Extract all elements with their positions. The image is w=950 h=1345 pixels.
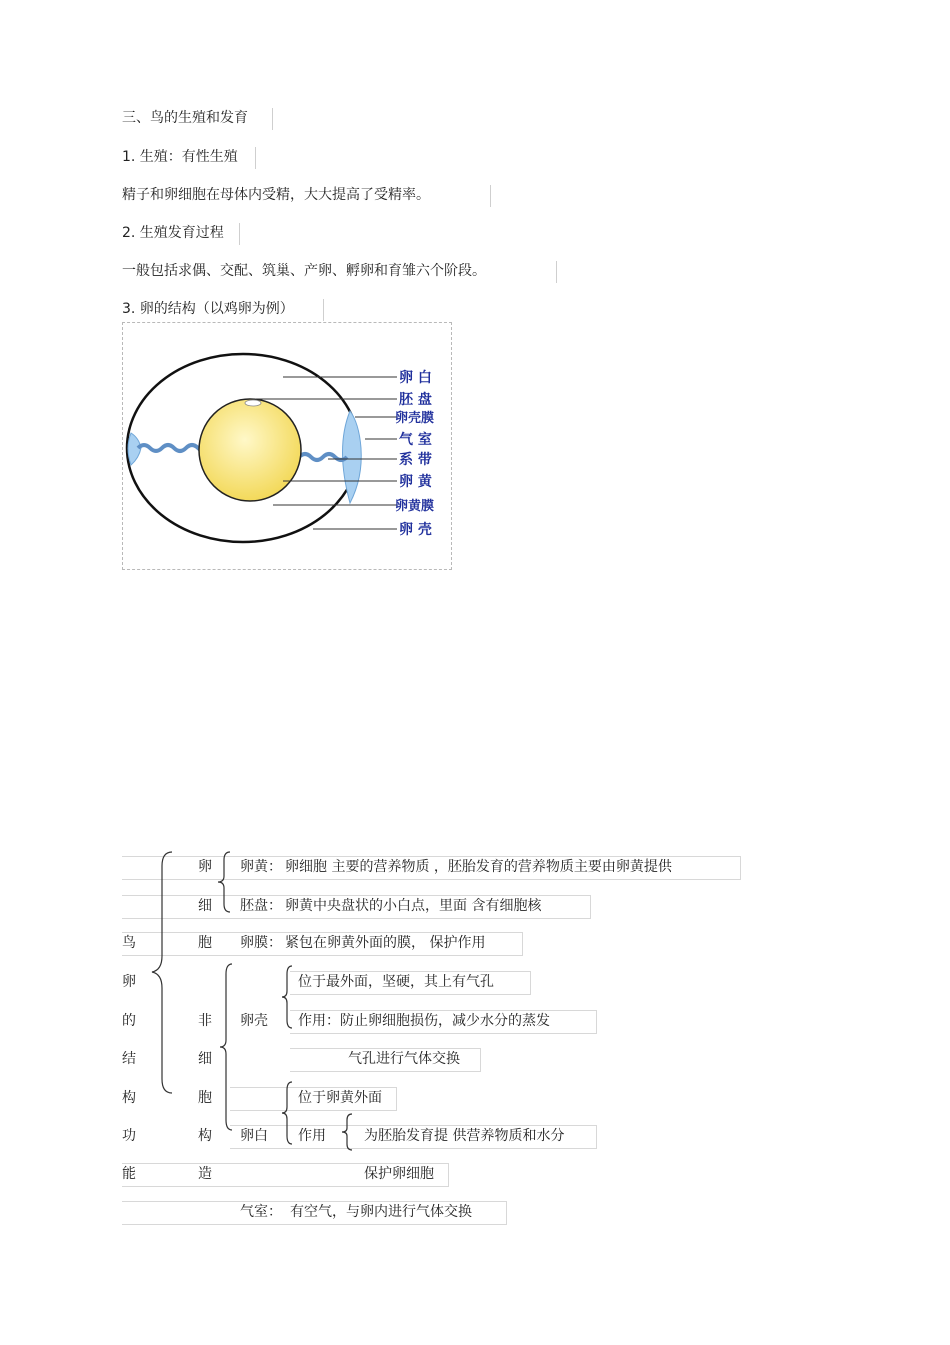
root-char: 功 <box>122 1128 136 1144</box>
shell-line3: 气孔进行气体交换 <box>348 1051 460 1067</box>
yolk-label: 卵黄： <box>240 859 282 875</box>
root-char: 能 <box>122 1166 136 1182</box>
disc-label: 胚盘： <box>240 898 282 914</box>
air-text: 有空气，与卵内进行气体交换 <box>290 1204 472 1220</box>
noncell-char: 细 <box>198 1051 212 1067</box>
noncell-brace <box>218 962 234 1132</box>
root-char: 构 <box>122 1090 136 1106</box>
text-stages: 一般包括求偶、交配、筑巢、产卵、孵卵和育雏六个阶段。 <box>122 263 486 279</box>
egg-diagram <box>122 322 452 570</box>
label-yolk: 卵 黄 <box>399 474 432 490</box>
root-char: 鸟 <box>122 935 136 951</box>
cell-char: 胞 <box>198 935 212 951</box>
membrane-label: 卵膜： <box>240 935 282 951</box>
white-func2: 保护卵细胞 <box>364 1166 434 1182</box>
white-brace <box>280 1080 294 1146</box>
shell-line1: 位于最外面，坚硬，其上有气孔 <box>298 974 494 990</box>
yolk-shape <box>199 399 301 501</box>
white-func-brace <box>340 1112 354 1152</box>
cell-char: 卵 <box>198 859 212 875</box>
root-char: 卵 <box>122 974 136 990</box>
white-func1: 为胚胎发育提 供营养物质和水分 <box>364 1128 565 1144</box>
divider <box>239 223 240 245</box>
shell-brace <box>280 964 294 1030</box>
white-label: 卵白 <box>240 1128 268 1144</box>
label-chalaza: 系 带 <box>399 452 432 468</box>
root-char: 结 <box>122 1051 136 1067</box>
shell-line2: 作用：防止卵细胞损伤，减少水分的蒸发 <box>298 1013 550 1029</box>
heading-reproduction: 1. 生殖：有性生殖 <box>122 149 238 165</box>
membrane-text: 紧包在卵黄外面的膜， 保护作用 <box>285 935 486 951</box>
text-fertilization: 精子和卵细胞在母体内受精，大大提高了受精率。 <box>122 187 430 203</box>
heading-egg-structure: 3. 卵的结构（以鸡卵为例） <box>122 301 294 317</box>
label-germinal-disc: 胚 盘 <box>399 392 432 408</box>
divider <box>490 185 491 207</box>
main-brace <box>146 850 176 1095</box>
white-func-label: 作用 <box>298 1128 326 1144</box>
cell-brace <box>216 850 232 914</box>
egg-diagram-svg <box>123 323 451 569</box>
divider <box>323 299 324 321</box>
white-line1: 位于卵黄外面 <box>298 1090 382 1106</box>
divider <box>272 108 273 130</box>
germinal-disc-shape <box>245 400 261 406</box>
section-title: 三、鸟的生殖和发育 <box>122 110 248 126</box>
noncell-char: 造 <box>198 1166 212 1182</box>
label-albumen: 卵 白 <box>399 370 432 386</box>
air-label: 气室： <box>240 1204 282 1220</box>
yolk-text: 卵细胞 主要的营养物质 ，胚胎发育的营养物质主要由卵黄提供 <box>285 859 672 875</box>
noncell-char: 构 <box>198 1128 212 1144</box>
noncell-char: 非 <box>198 1013 212 1029</box>
label-air-chamber: 气 室 <box>399 432 432 448</box>
label-eggshell: 卵 壳 <box>399 522 432 538</box>
heading-process: 2. 生殖发育过程 <box>122 225 224 241</box>
shell-label: 卵壳 <box>240 1013 268 1029</box>
disc-text: 卵黄中央盘状的小白点，里面 含有细胞核 <box>285 898 542 914</box>
cell-char: 细 <box>198 898 212 914</box>
divider <box>255 147 256 169</box>
divider <box>556 261 557 283</box>
noncell-char: 胞 <box>198 1090 212 1106</box>
root-char: 的 <box>122 1013 136 1029</box>
label-shell-membrane: 卵壳膜 <box>395 411 435 426</box>
label-yolk-membrane: 卵黄膜 <box>395 499 435 514</box>
